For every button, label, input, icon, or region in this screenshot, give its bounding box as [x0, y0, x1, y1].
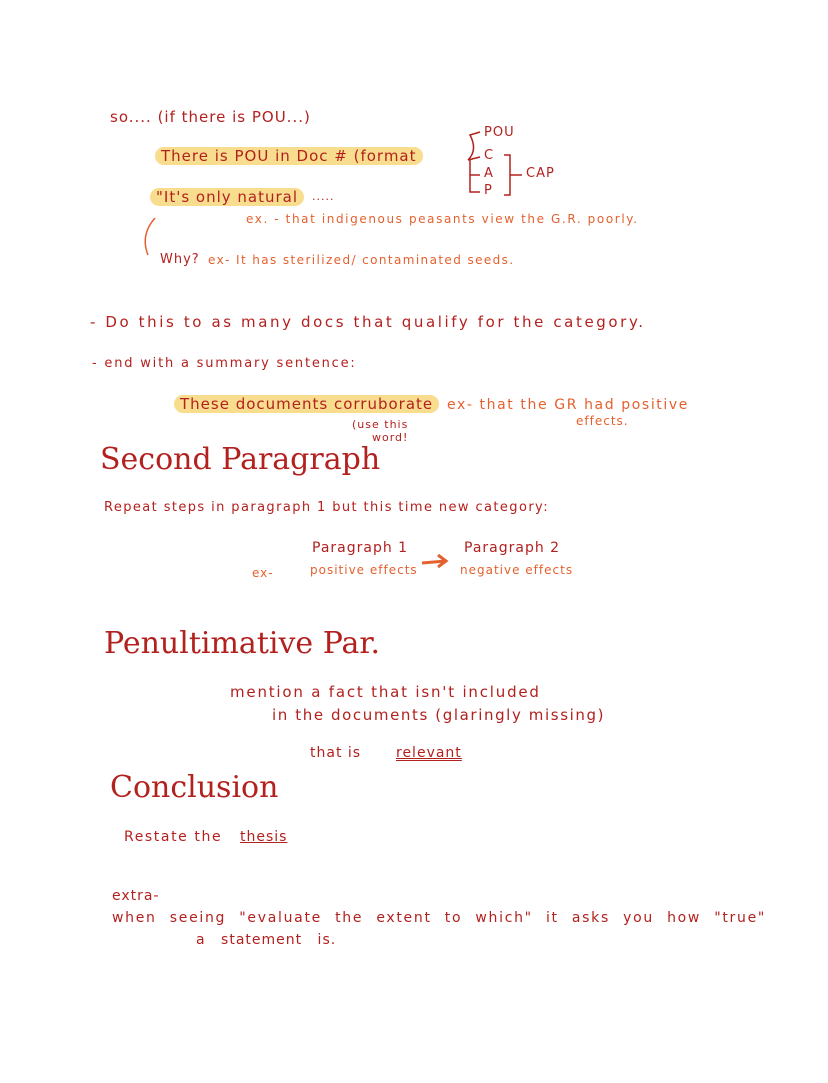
penultimate-line-2: in the documents (glaringly missing)	[272, 706, 606, 724]
second-ex: ex-	[252, 566, 274, 580]
step-2: - end with a summary sentence:	[92, 356, 357, 371]
why-arrow	[145, 218, 155, 255]
format-a: A	[484, 166, 494, 181]
summary-example-cont: effects.	[576, 414, 629, 428]
heading-second-paragraph: Second Paragraph	[100, 442, 381, 477]
step-1: - Do this to as many docs that qualify for the category.	[90, 313, 646, 331]
bracket-arrow-pou	[468, 132, 480, 160]
why-example: ex- It has sterilized/ contaminated seeds.	[208, 253, 515, 267]
thesis-word: thesis	[240, 829, 288, 845]
paragraph-2-label: Paragraph 2	[464, 540, 561, 556]
extra-line-2: a statement is.	[196, 932, 337, 948]
cap-bracket	[504, 155, 522, 195]
ellipsis: .....	[312, 190, 335, 203]
intro-line: so.... (if there is POU...)	[110, 108, 311, 126]
format-c: C	[484, 148, 495, 163]
natural-example: ex. - that indigenous peasants view the G.R. poorly.	[246, 212, 639, 226]
paragraph-arrow	[422, 555, 446, 567]
paragraph-1-sub: positive effects	[310, 563, 418, 577]
extra-line-1: when seeing "evaluate the extent to which" it asks you how "true"	[112, 910, 767, 926]
note-use-this: (use this	[352, 418, 409, 431]
paragraph-1-label: Paragraph 1	[312, 540, 409, 556]
cap-label: CAP	[526, 166, 555, 181]
penultimate-line-3: that is	[310, 745, 362, 761]
summary-example: ex- that the GR had positive	[447, 397, 689, 413]
penultimate-line-1: mention a fact that isn't included	[230, 683, 541, 701]
conclusion-text: Restate the	[124, 829, 223, 845]
relevant-word: relevant	[396, 745, 462, 761]
heading-conclusion: Conclusion	[110, 770, 279, 805]
second-text: Repeat steps in paragraph 1 but this time new category:	[104, 500, 549, 515]
heading-penultimate: Penultimative Par.	[104, 626, 381, 661]
paragraph-2-sub: negative effects	[460, 563, 574, 577]
summary-sentence: These documents corruborate	[174, 395, 439, 413]
extra-label: extra-	[112, 888, 160, 904]
format-pou: POU	[484, 125, 515, 140]
format-p: P	[484, 183, 493, 198]
why-label: Why?	[160, 252, 200, 267]
note-word: word!	[372, 431, 409, 444]
natural-phrase: "It's only natural	[150, 188, 304, 206]
pou-sentence: There is POU in Doc # (format	[155, 147, 423, 165]
